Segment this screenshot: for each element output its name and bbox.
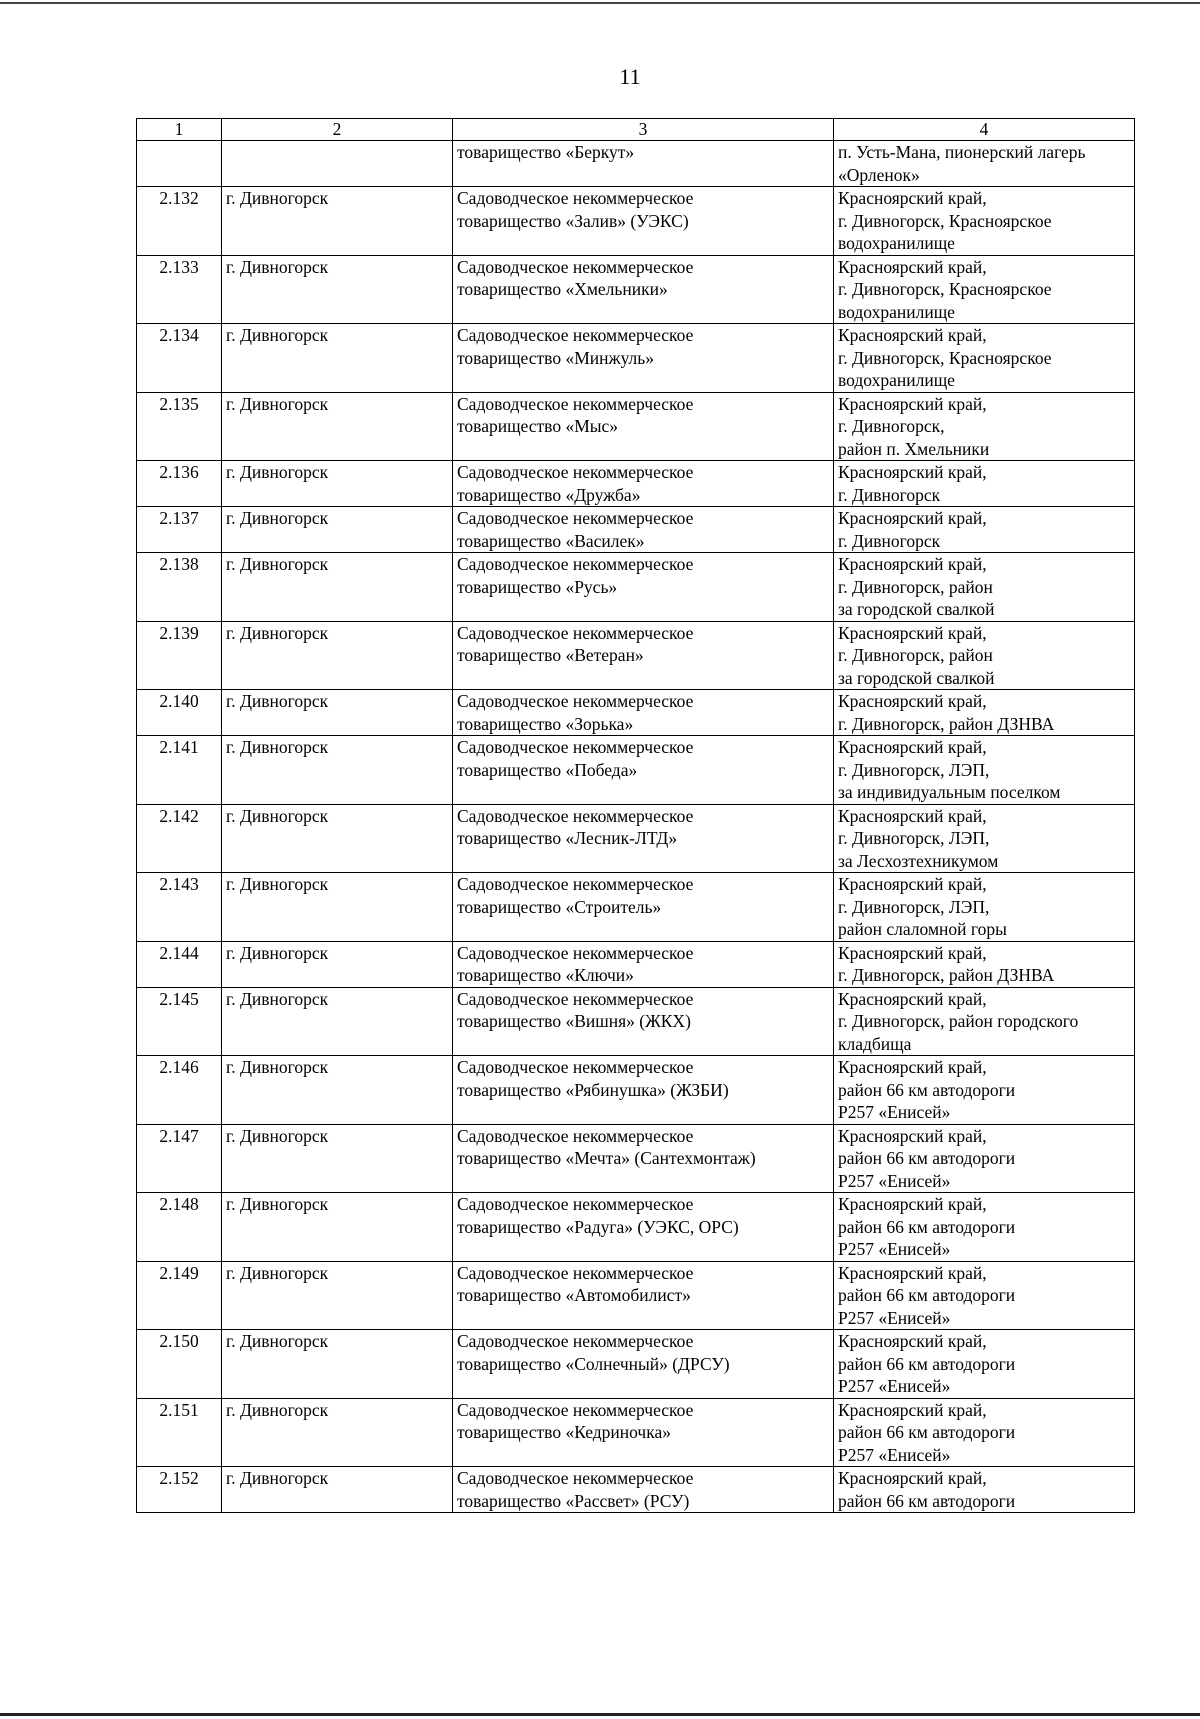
location-line: Р257 «Енисей» bbox=[838, 1444, 951, 1465]
organization-name-line: Садоводческое некоммерческое bbox=[457, 988, 694, 1009]
table-row bbox=[137, 1261, 1135, 1330]
table-row bbox=[137, 553, 1135, 622]
organization-name-cell bbox=[453, 392, 834, 461]
organization-name-cell bbox=[453, 1261, 834, 1330]
location-line: за городской свалкой bbox=[838, 599, 995, 619]
location-line: г. Дивногорск, район ДЗНВА bbox=[838, 965, 1055, 985]
table-row bbox=[137, 804, 1135, 873]
organization-name-line: товарищество «Мечта» (Сантехмонтаж) bbox=[457, 1148, 756, 1168]
location-line: Красноярский край, bbox=[838, 737, 987, 757]
location-cell bbox=[834, 1398, 1135, 1467]
location-line: Красноярский край, bbox=[838, 874, 987, 894]
organization-name-cell bbox=[453, 941, 834, 987]
location-line: г. Дивногорск, район городского bbox=[838, 1011, 1079, 1031]
table-row bbox=[137, 987, 1135, 1056]
organization-name-line: товарищество «Зорька» bbox=[457, 713, 634, 734]
location-line: район 66 км автодороги bbox=[838, 1148, 1016, 1168]
organization-name-line: Садоводческое некоммерческое bbox=[457, 188, 694, 208]
location-line: район 66 км автодороги bbox=[838, 1353, 1016, 1374]
location-line: г. Дивногорск, ЛЭП, bbox=[838, 759, 990, 780]
row-number: 2.151 bbox=[137, 1398, 222, 1467]
organization-name-cell bbox=[453, 1330, 834, 1399]
organization-name-line: Садоводческое некоммерческое bbox=[457, 393, 694, 414]
location-line: кладбища bbox=[838, 1033, 912, 1054]
organization-name-line: Садоводческое некоммерческое bbox=[457, 942, 694, 963]
row-number: 2.150 bbox=[137, 1330, 222, 1399]
location-line: район 66 км автодороги bbox=[838, 1285, 1016, 1305]
location-line: Красноярский край, bbox=[838, 805, 987, 826]
municipality-cell: г. Дивногорск bbox=[222, 392, 453, 461]
location-line: район слаломной горы bbox=[838, 919, 1007, 939]
table-row bbox=[137, 392, 1135, 461]
organization-name-cell bbox=[453, 987, 834, 1056]
location-cell bbox=[834, 553, 1135, 622]
organization-name-cell bbox=[453, 324, 834, 393]
organization-name-line: Садоводческое некоммерческое bbox=[457, 1057, 694, 1077]
row-number: 2.135 bbox=[137, 392, 222, 461]
location-line: г. Дивногорск, район bbox=[838, 645, 993, 665]
municipality-cell: г. Дивногорск bbox=[222, 1261, 453, 1330]
location-line: Р257 «Енисей» bbox=[838, 1307, 951, 1328]
organization-name-line: Садоводческое некоммерческое bbox=[457, 1194, 694, 1214]
organization-name-cell bbox=[453, 1193, 834, 1262]
organization-name-line: Садоводческое некоммерческое bbox=[457, 554, 694, 574]
organization-name-cell bbox=[453, 187, 834, 256]
row-number: 2.133 bbox=[137, 255, 222, 324]
location-line: за городской свалкой bbox=[838, 667, 995, 688]
municipality-cell: г. Дивногорск bbox=[222, 461, 453, 507]
organization-name-line: Садоводческое некоммерческое bbox=[457, 805, 694, 826]
organization-name-line: Садоводческое некоммерческое bbox=[457, 874, 694, 894]
table-row bbox=[137, 1193, 1135, 1262]
location-line: Р257 «Енисей» bbox=[838, 1170, 951, 1191]
location-line: Красноярский край, bbox=[838, 1125, 987, 1146]
location-line: водохранилище bbox=[838, 233, 955, 253]
organization-name-line: Садоводческое некоммерческое bbox=[457, 737, 694, 757]
row-number: 2.149 bbox=[137, 1261, 222, 1330]
location-cell bbox=[834, 941, 1135, 987]
location-cell bbox=[834, 987, 1135, 1056]
organization-name-line: товарищество «Василек» bbox=[457, 530, 645, 551]
organization-name-line: товарищество «Радуга» (УЭКС, ОРС) bbox=[457, 1216, 739, 1237]
location-line: г. Дивногорск, bbox=[838, 416, 945, 436]
scan-edge-top bbox=[0, 2, 1200, 4]
organization-name-cell bbox=[453, 1124, 834, 1193]
location-line: Р257 «Енисей» bbox=[838, 1239, 951, 1259]
organization-name-line: Садоводческое некоммерческое bbox=[457, 691, 694, 711]
location-line: п. Усть-Мана, пионерский лагерь bbox=[838, 142, 1086, 162]
organization-name-line: товарищество «Кедриночка» bbox=[457, 1422, 671, 1442]
municipality-cell: г. Дивногорск bbox=[222, 873, 453, 942]
organization-name-cell bbox=[453, 873, 834, 942]
location-cell bbox=[834, 507, 1135, 553]
table-row bbox=[137, 141, 1135, 187]
location-line: Красноярский край, bbox=[838, 508, 987, 528]
organization-name-line: Садоводческое некоммерческое bbox=[457, 622, 694, 643]
table-row bbox=[137, 187, 1135, 256]
municipality-cell: г. Дивногорск bbox=[222, 1467, 453, 1513]
location-cell bbox=[834, 392, 1135, 461]
organization-name-line: товарищество «Ветеран» bbox=[457, 645, 644, 665]
location-cell bbox=[834, 255, 1135, 324]
location-line: г. Дивногорск bbox=[838, 484, 941, 505]
organization-name-line: товарищество «Минжуль» bbox=[457, 347, 655, 368]
location-line: Красноярский край, bbox=[838, 462, 987, 482]
municipality-cell: г. Дивногорск bbox=[222, 621, 453, 690]
organization-name-cell bbox=[453, 736, 834, 805]
location-line: за индивидуальным поселком bbox=[838, 782, 1061, 802]
organization-name-line: товарищество «Вишня» (ЖКХ) bbox=[457, 1011, 691, 1031]
municipality-cell: г. Дивногорск bbox=[222, 255, 453, 324]
location-line: г. Дивногорск, Красноярское bbox=[838, 279, 1052, 299]
location-cell bbox=[834, 1330, 1135, 1399]
municipality-cell: г. Дивногорск bbox=[222, 941, 453, 987]
location-line: г. Дивногорск, район ДЗНВА bbox=[838, 713, 1055, 734]
organization-name-line: товарищество «Хмельники» bbox=[457, 279, 668, 299]
organization-name-line: товарищество «Мыс» bbox=[457, 416, 619, 436]
location-line: Красноярский край, bbox=[838, 1262, 987, 1283]
organization-name-line: товарищество «Русь» bbox=[457, 576, 618, 597]
location-line: водохранилище bbox=[838, 301, 955, 322]
location-cell bbox=[834, 804, 1135, 873]
location-line: Красноярский край, bbox=[838, 942, 987, 963]
row-number: 2.137 bbox=[137, 507, 222, 553]
location-line: Красноярский край, bbox=[838, 1057, 987, 1077]
organization-name-line: товарищество «Строитель» bbox=[457, 896, 662, 917]
location-cell bbox=[834, 1193, 1135, 1262]
table-row bbox=[137, 1124, 1135, 1193]
organization-name-cell bbox=[453, 141, 834, 187]
column-header-2: 2 bbox=[222, 119, 453, 141]
row-number: 2.145 bbox=[137, 987, 222, 1056]
row-number: 2.136 bbox=[137, 461, 222, 507]
location-cell bbox=[834, 1056, 1135, 1125]
location-line: Красноярский край, bbox=[838, 622, 987, 643]
row-number: 2.146 bbox=[137, 1056, 222, 1125]
location-cell bbox=[834, 141, 1135, 187]
municipality-cell: г. Дивногорск bbox=[222, 324, 453, 393]
location-line: г. Дивногорск bbox=[838, 530, 941, 551]
row-number: 2.139 bbox=[137, 621, 222, 690]
organization-name-cell bbox=[453, 804, 834, 873]
organization-name-line: Садоводческое некоммерческое bbox=[457, 1331, 694, 1351]
location-line: водохранилище bbox=[838, 370, 955, 390]
municipality-cell: г. Дивногорск bbox=[222, 1056, 453, 1125]
organization-name-line: Садоводческое некоммерческое bbox=[457, 1399, 694, 1420]
organization-name-line: Садоводческое некоммерческое bbox=[457, 1468, 694, 1488]
organization-name-line: товарищество «Лесник-ЛТД» bbox=[457, 828, 678, 848]
table-row bbox=[137, 461, 1135, 507]
location-line: Р257 «Енисей» bbox=[838, 1376, 951, 1396]
column-header-3: 3 bbox=[453, 119, 834, 141]
row-number: 2.148 bbox=[137, 1193, 222, 1262]
organization-name-line: товарищество «Рябинушка» (ЖЗБИ) bbox=[457, 1079, 729, 1100]
organization-name-line: товарищество «Победа» bbox=[457, 759, 638, 780]
row-number bbox=[137, 141, 222, 187]
table-row bbox=[137, 736, 1135, 805]
municipality-cell: г. Дивногорск bbox=[222, 507, 453, 553]
row-number: 2.143 bbox=[137, 873, 222, 942]
location-line: Р257 «Енисей» bbox=[838, 1102, 951, 1122]
location-line: «Орленок» bbox=[838, 164, 920, 185]
location-line: г. Дивногорск, район bbox=[838, 576, 993, 597]
row-number: 2.132 bbox=[137, 187, 222, 256]
municipality-cell: г. Дивногорск bbox=[222, 1193, 453, 1262]
municipality-cell: г. Дивногорск bbox=[222, 987, 453, 1056]
location-line: район 66 км автодороги bbox=[838, 1079, 1016, 1100]
table-row bbox=[137, 1330, 1135, 1399]
municipality-cell: г. Дивногорск bbox=[222, 690, 453, 736]
location-line: Красноярский край, bbox=[838, 188, 987, 208]
municipality-cell: г. Дивногорск bbox=[222, 553, 453, 622]
location-line: Красноярский край, bbox=[838, 393, 987, 414]
municipality-cell: г. Дивногорск bbox=[222, 804, 453, 873]
location-line: Красноярский край, bbox=[838, 1331, 987, 1351]
column-header-4: 4 bbox=[834, 119, 1135, 141]
organization-name-line: Садоводческое некоммерческое bbox=[457, 1262, 694, 1283]
location-cell bbox=[834, 187, 1135, 256]
municipality-cell: г. Дивногорск bbox=[222, 1124, 453, 1193]
organization-name-line: товарищество «Автомобилист» bbox=[457, 1285, 691, 1305]
row-number: 2.147 bbox=[137, 1124, 222, 1193]
table-row bbox=[137, 1056, 1135, 1125]
location-cell bbox=[834, 1261, 1135, 1330]
location-cell bbox=[834, 690, 1135, 736]
table-body bbox=[137, 141, 1135, 1513]
organization-name-cell bbox=[453, 621, 834, 690]
location-line: Красноярский край, bbox=[838, 325, 987, 345]
location-line: район 66 км автодороги bbox=[838, 1216, 1016, 1237]
municipality-cell: г. Дивногорск bbox=[222, 736, 453, 805]
location-line: Красноярский край, bbox=[838, 1468, 987, 1488]
table-row bbox=[137, 941, 1135, 987]
municipality-cell: г. Дивногорск bbox=[222, 187, 453, 256]
location-line: Красноярский край, bbox=[838, 1399, 987, 1420]
organization-name-cell bbox=[453, 461, 834, 507]
row-number: 2.144 bbox=[137, 941, 222, 987]
document-table bbox=[136, 118, 1135, 1513]
location-cell bbox=[834, 1124, 1135, 1193]
row-number: 2.152 bbox=[137, 1467, 222, 1513]
organization-name-cell bbox=[453, 255, 834, 324]
location-line: район 66 км автодороги bbox=[838, 1490, 1016, 1511]
location-line: г. Дивногорск, Красноярское bbox=[838, 347, 1052, 368]
location-line: Красноярский край, bbox=[838, 554, 987, 574]
row-number: 2.141 bbox=[137, 736, 222, 805]
table-row bbox=[137, 1467, 1135, 1513]
table-row bbox=[137, 324, 1135, 393]
organization-name-cell bbox=[453, 553, 834, 622]
table-row bbox=[137, 873, 1135, 942]
location-cell bbox=[834, 1467, 1135, 1513]
municipality-cell: г. Дивногорск bbox=[222, 1398, 453, 1467]
organization-name-line: Садоводческое некоммерческое bbox=[457, 1125, 694, 1146]
location-line: Красноярский край, bbox=[838, 988, 987, 1009]
location-cell bbox=[834, 621, 1135, 690]
location-line: г. Дивногорск, ЛЭП, bbox=[838, 896, 990, 917]
location-line: г. Дивногорск, ЛЭП, bbox=[838, 828, 990, 848]
organization-name-line: Садоводческое некоммерческое bbox=[457, 508, 694, 528]
column-header-1: 1 bbox=[137, 119, 222, 141]
location-cell bbox=[834, 461, 1135, 507]
row-number: 2.142 bbox=[137, 804, 222, 873]
organization-name-line: Садоводческое некоммерческое bbox=[457, 325, 694, 345]
page-number: 11 bbox=[619, 64, 641, 89]
table-header-row bbox=[137, 119, 1135, 141]
organization-name-cell bbox=[453, 507, 834, 553]
organization-name-cell bbox=[453, 1398, 834, 1467]
organization-name-line: товарищество «Залив» (УЭКС) bbox=[457, 210, 689, 231]
organization-name-cell bbox=[453, 1467, 834, 1513]
organization-name-line: товарищество «Ключи» bbox=[457, 965, 634, 985]
municipality-cell bbox=[222, 141, 453, 187]
location-cell bbox=[834, 324, 1135, 393]
table-row bbox=[137, 1398, 1135, 1467]
row-number: 2.138 bbox=[137, 553, 222, 622]
organization-name-line: товарищество «Рассвет» (РСУ) bbox=[457, 1490, 690, 1511]
organization-name-line: товарищество «Солнечный» (ДРСУ) bbox=[457, 1353, 730, 1374]
table-row bbox=[137, 507, 1135, 553]
location-cell bbox=[834, 736, 1135, 805]
location-cell bbox=[834, 873, 1135, 942]
organization-name-line: товарищество «Дружба» bbox=[457, 484, 641, 505]
table-row bbox=[137, 621, 1135, 690]
scan-edge-bottom bbox=[0, 1713, 1200, 1716]
location-line: за Лесхозтехникумом bbox=[838, 850, 999, 871]
row-number: 2.140 bbox=[137, 690, 222, 736]
location-line: Красноярский край, bbox=[838, 691, 987, 711]
organization-name-line: товарищество «Беркут» bbox=[457, 142, 635, 162]
organization-name-line: Садоводческое некоммерческое bbox=[457, 256, 694, 277]
table-row bbox=[137, 690, 1135, 736]
location-line: г. Дивногорск, Красноярское bbox=[838, 210, 1052, 231]
location-line: Красноярский край, bbox=[838, 256, 987, 277]
organization-name-cell bbox=[453, 690, 834, 736]
row-number: 2.134 bbox=[137, 324, 222, 393]
municipality-cell: г. Дивногорск bbox=[222, 1330, 453, 1399]
location-line: Красноярский край, bbox=[838, 1194, 987, 1214]
organization-name-line: Садоводческое некоммерческое bbox=[457, 462, 694, 482]
organization-name-cell bbox=[453, 1056, 834, 1125]
location-line: район 66 км автодороги bbox=[838, 1422, 1016, 1442]
table-row bbox=[137, 255, 1135, 324]
location-line: район п. Хмельники bbox=[838, 438, 990, 459]
